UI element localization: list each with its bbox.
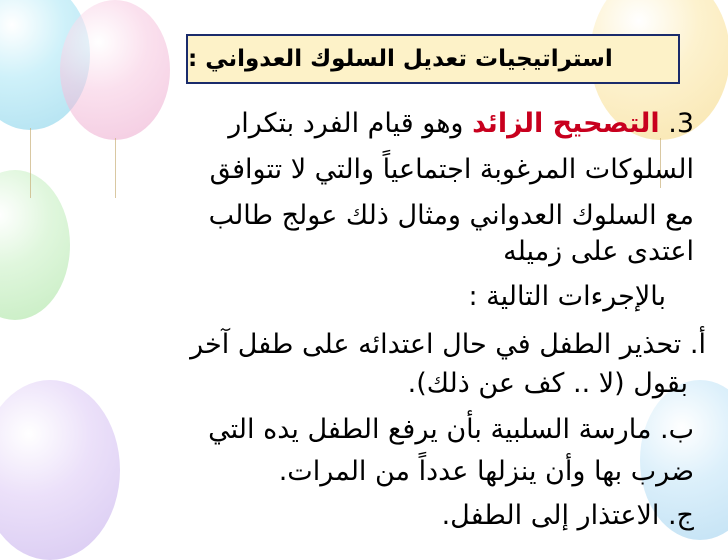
body-line: ضرب بها وأن ينزلها عدداً من المرات. <box>278 456 694 487</box>
body-line: اعتدى على زميله <box>503 236 694 267</box>
body-line: مع السلوك العدواني ومثال ذلك عولج طالب <box>208 200 694 231</box>
body-text: وهو قيام الفرد بتكرار <box>228 108 464 139</box>
body-line: ج. الاعتذار إلى الطفل. <box>441 500 694 531</box>
body-line <box>228 110 694 137</box>
body-line: السلوكات المرغوبة اجتماعياً والتي لا تتوافق <box>209 154 694 185</box>
slide-title-text: استراتيجيات تعديل السلوك العدواني : <box>188 46 613 72</box>
body-line: ب. مارسة السلبية بأن يرفع الطفل يده التي <box>208 414 694 445</box>
balloon-decoration <box>0 170 70 320</box>
balloon-string <box>30 128 31 198</box>
balloon-string <box>115 138 116 198</box>
body-line: بقول (لا .. كف عن ذلك). <box>407 368 688 399</box>
slide-title <box>186 34 680 84</box>
body-line: بالإجرءات التالية : <box>468 281 666 312</box>
item-number: 3. <box>668 108 694 139</box>
balloon-decoration <box>0 380 120 560</box>
body-line: أ. تحذير الطفل في حال اعتدائه على طفل آخر <box>190 329 706 360</box>
balloon-decoration <box>60 0 170 140</box>
highlight-term: التصحيح الزائد <box>472 108 660 139</box>
